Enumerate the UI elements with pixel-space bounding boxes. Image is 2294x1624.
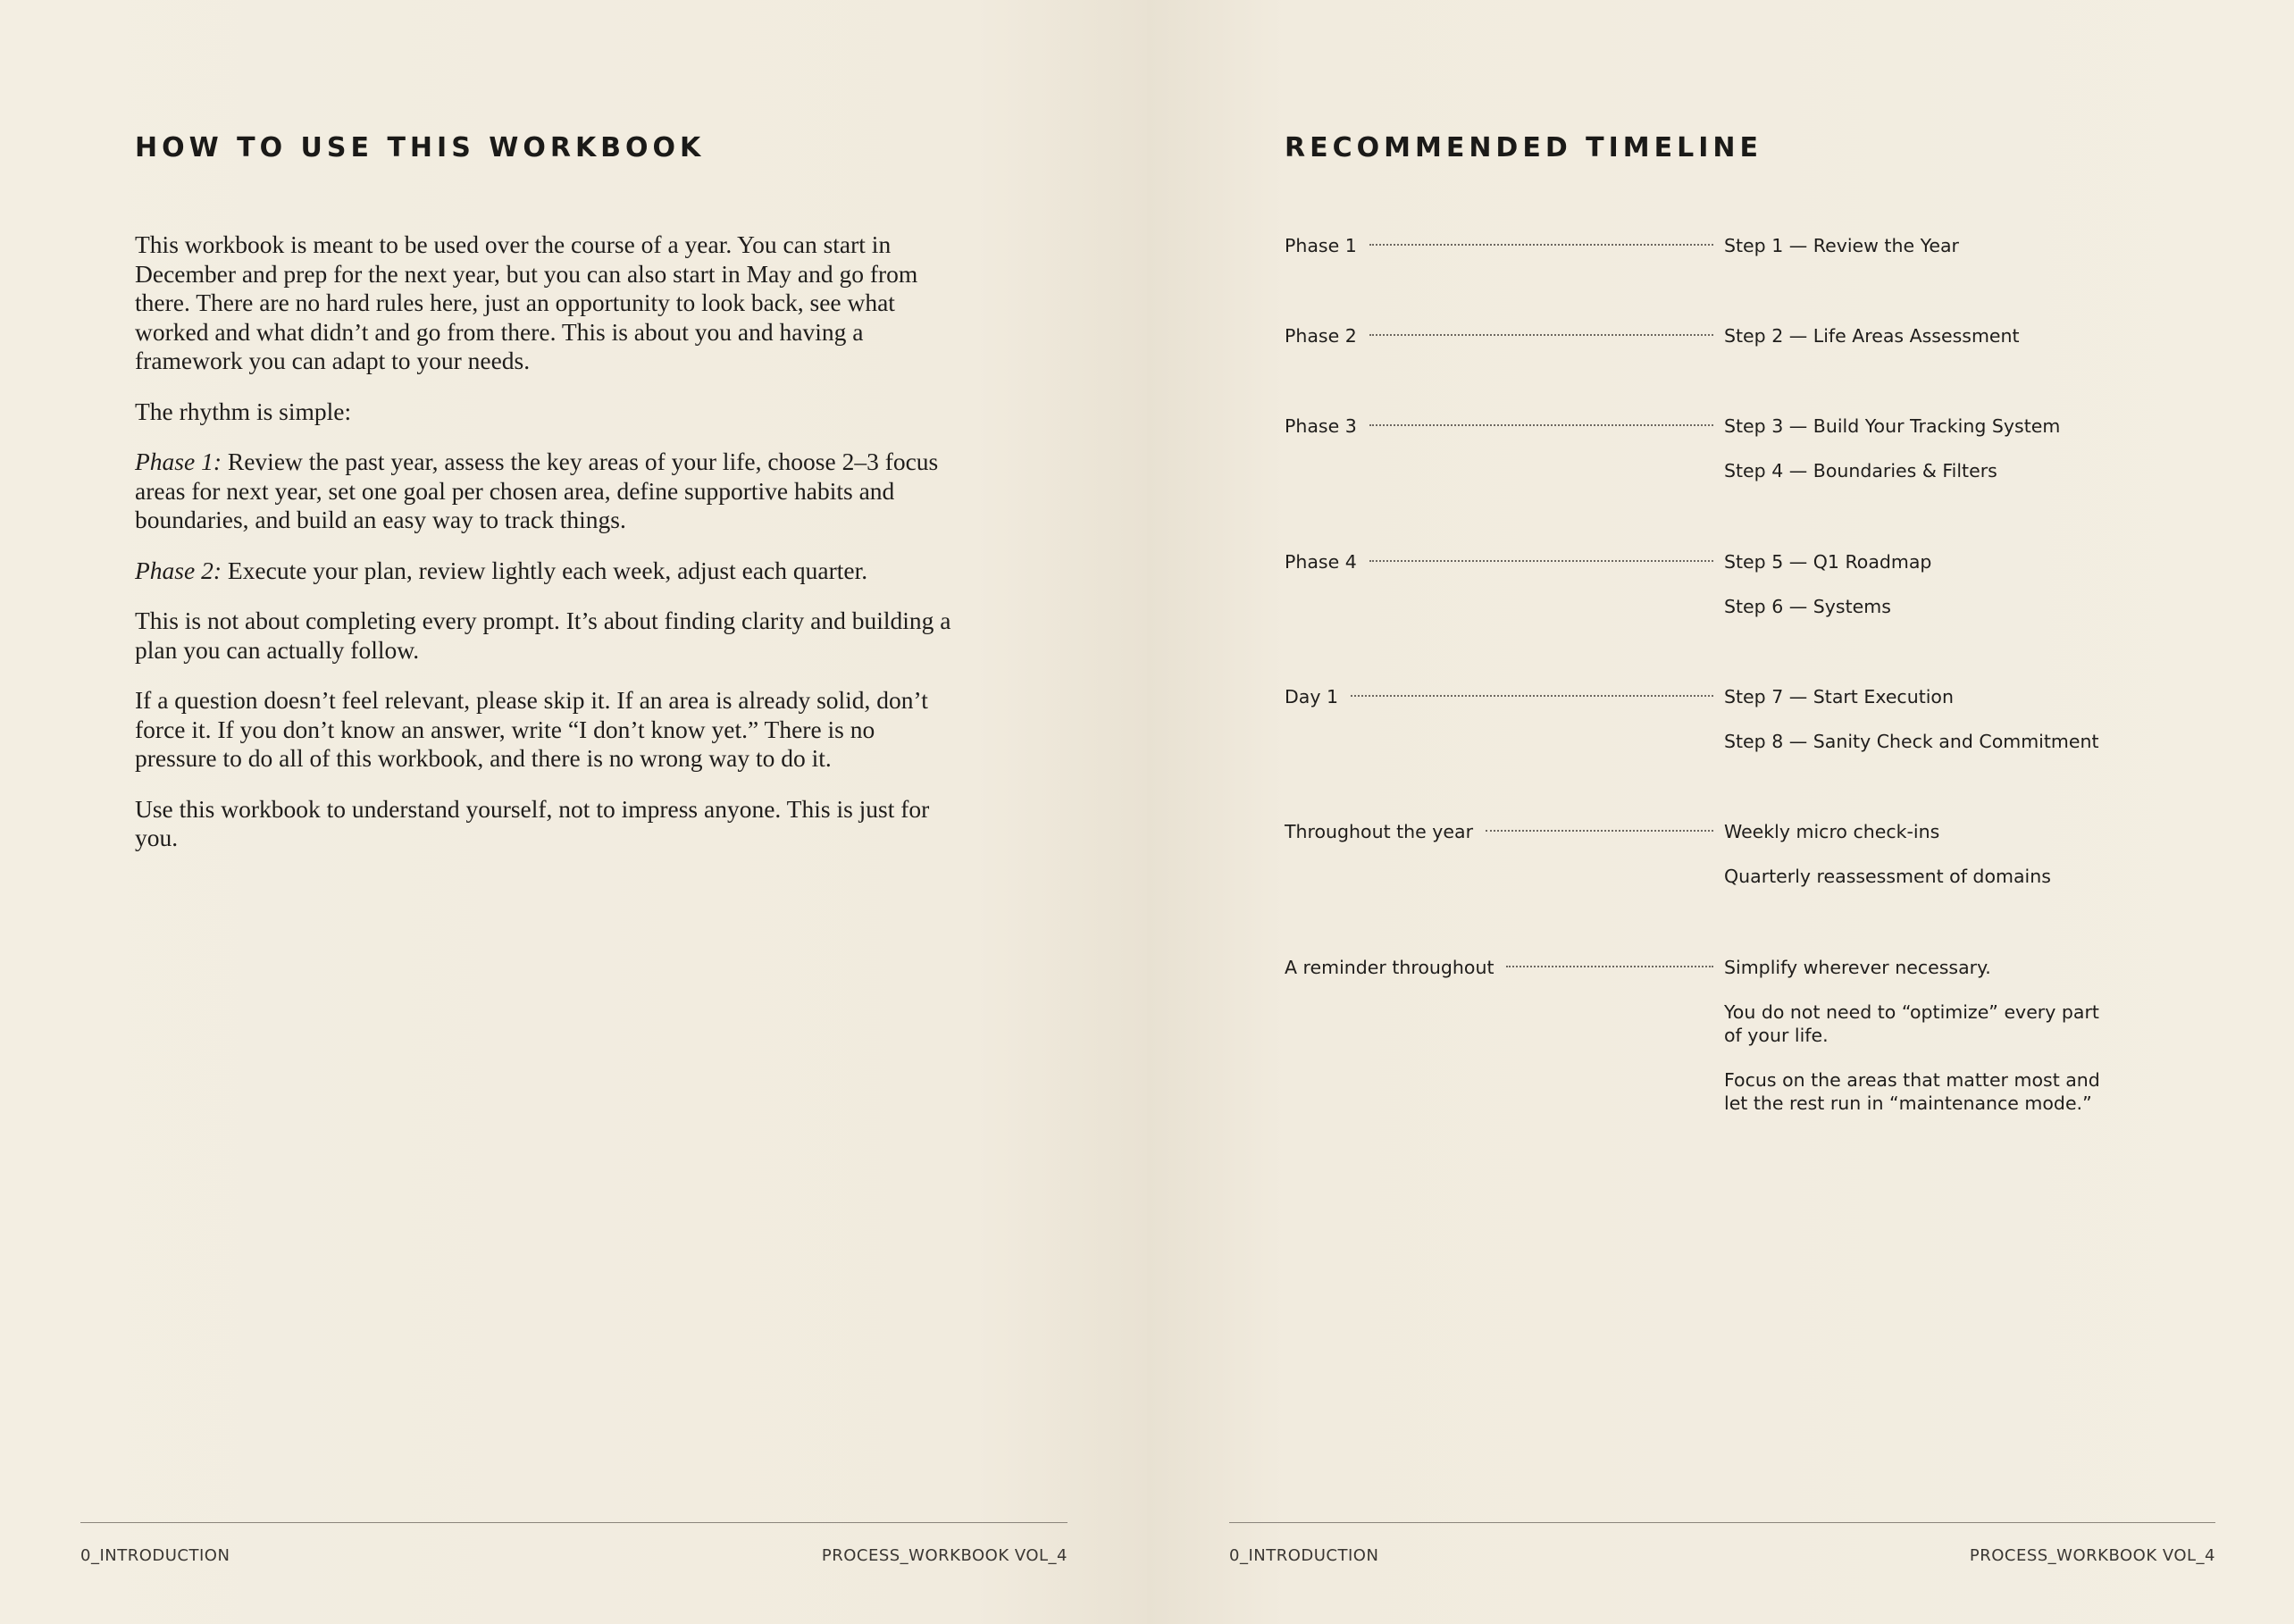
intro-text (135, 230, 957, 875)
timeline-row-phase-3 (1285, 414, 2187, 481)
timeline-step: Step 5 — Q1 Roadmap (1724, 551, 1932, 573)
timeline-step: Weekly micro check-ins (1724, 821, 1940, 842)
timeline-row-reminder (1285, 956, 2187, 1114)
phase-2-text: Execute your plan, review lightly each week, adjust each quarter. (222, 556, 868, 584)
paragraph-rhythm: The rhythm is simple: (135, 397, 352, 425)
timeline-label: Phase 4 (1285, 551, 1357, 573)
timeline-row-phase-4 (1285, 550, 2187, 617)
timeline-step: Step 8 — Sanity Check and Commitment (1724, 731, 2099, 752)
timeline-step: Simplify wherever necessary. (1724, 957, 1991, 978)
timeline-row-phase-1 (1285, 234, 2187, 257)
dotted-leader (1486, 830, 1713, 832)
footer-volume: PROCESS_WORKBOOK VOL_4 (1969, 1546, 2215, 1565)
dotted-leader (1369, 334, 1713, 336)
paragraph-for-you: Use this workbook to understand yourself, not to impress anyone. This is just for you. (135, 794, 930, 851)
timeline-step: Step 7 — Start Execution (1724, 686, 1954, 707)
timeline-label: Phase 2 (1285, 325, 1357, 347)
dotted-leader (1351, 695, 1713, 697)
timeline-step: Step 4 — Boundaries & Filters (1724, 460, 1997, 481)
timeline-step: Step 3 — Build Your Tracking System (1724, 415, 2061, 437)
timeline-step: Quarterly reassessment of domains (1724, 866, 2051, 887)
dotted-leader (1506, 966, 1713, 967)
paragraph-phase-1 (135, 448, 957, 535)
right-page (1147, 0, 2294, 1624)
timeline-row-phase-2 (1285, 324, 2187, 347)
timeline-label: Phase 1 (1285, 235, 1357, 256)
timeline-step: Step 1 — Review the Year (1724, 235, 1959, 256)
page-title: HOW TO USE THIS WORKBOOK (135, 132, 706, 163)
timeline-step: Step 2 — Life Areas Assessment (1724, 325, 2020, 347)
paragraph-phase-2 (135, 557, 957, 586)
dotted-leader (1369, 560, 1713, 562)
footer-rule (80, 1522, 1067, 1523)
paragraph-skip: If a question doesn’t feel relevant, please skip it. If an area is already solid, don’t force it. If you don’t know an answer, write “I don’t know yet.” There is no pressure to do all of this workbook, and there is no wrong way to do it. (135, 686, 928, 772)
footer-section: 0_INTRODUCTION (80, 1546, 230, 1565)
dotted-leader (1369, 244, 1713, 246)
footer-section: 0_INTRODUCTION (1229, 1546, 1379, 1565)
timeline-row-throughout-year (1285, 820, 2187, 887)
paragraph-intro: This workbook is meant to be used over the course of a year. You can start in December and prep for the next year, but you can also start in May and go from there. There are no hard rules here, just an opportunity to look back, see what worked and what didn’t and go from there. This is about you and having a framework you can adapt to your needs. (135, 230, 918, 374)
phase-1-label: Phase 1: (135, 448, 222, 475)
timeline-label: Phase 3 (1285, 415, 1357, 437)
timeline-step: Focus on the areas that matter most and let the rest run in “maintenance mode.” (1724, 1069, 2100, 1114)
page-title: RECOMMENDED TIMELINE (1285, 132, 1763, 163)
timeline-step: Step 6 — Systems (1724, 596, 1891, 617)
dotted-leader (1369, 424, 1713, 426)
paragraph-clarity: This is not about completing every prompt. It’s about finding clarity and building a plan you can actually follow. (135, 607, 951, 664)
timeline-label: A reminder throughout (1285, 957, 1494, 978)
phase-2-label: Phase 2: (135, 556, 222, 584)
timeline-step: You do not need to “optimize” every part of your life. (1724, 1001, 2099, 1046)
phase-1-text: Review the past year, assess the key areas of your life, choose 2–3 focus areas for next year, set one goal per chosen area, define supportive habits and boundaries, and build an easy way to track things. (135, 448, 939, 533)
timeline-label: Day 1 (1285, 686, 1339, 707)
footer-volume: PROCESS_WORKBOOK VOL_4 (821, 1546, 1067, 1565)
footer-rule (1229, 1522, 2215, 1523)
timeline-label: Throughout the year (1285, 821, 1474, 842)
timeline-row-day-1 (1285, 685, 2187, 752)
